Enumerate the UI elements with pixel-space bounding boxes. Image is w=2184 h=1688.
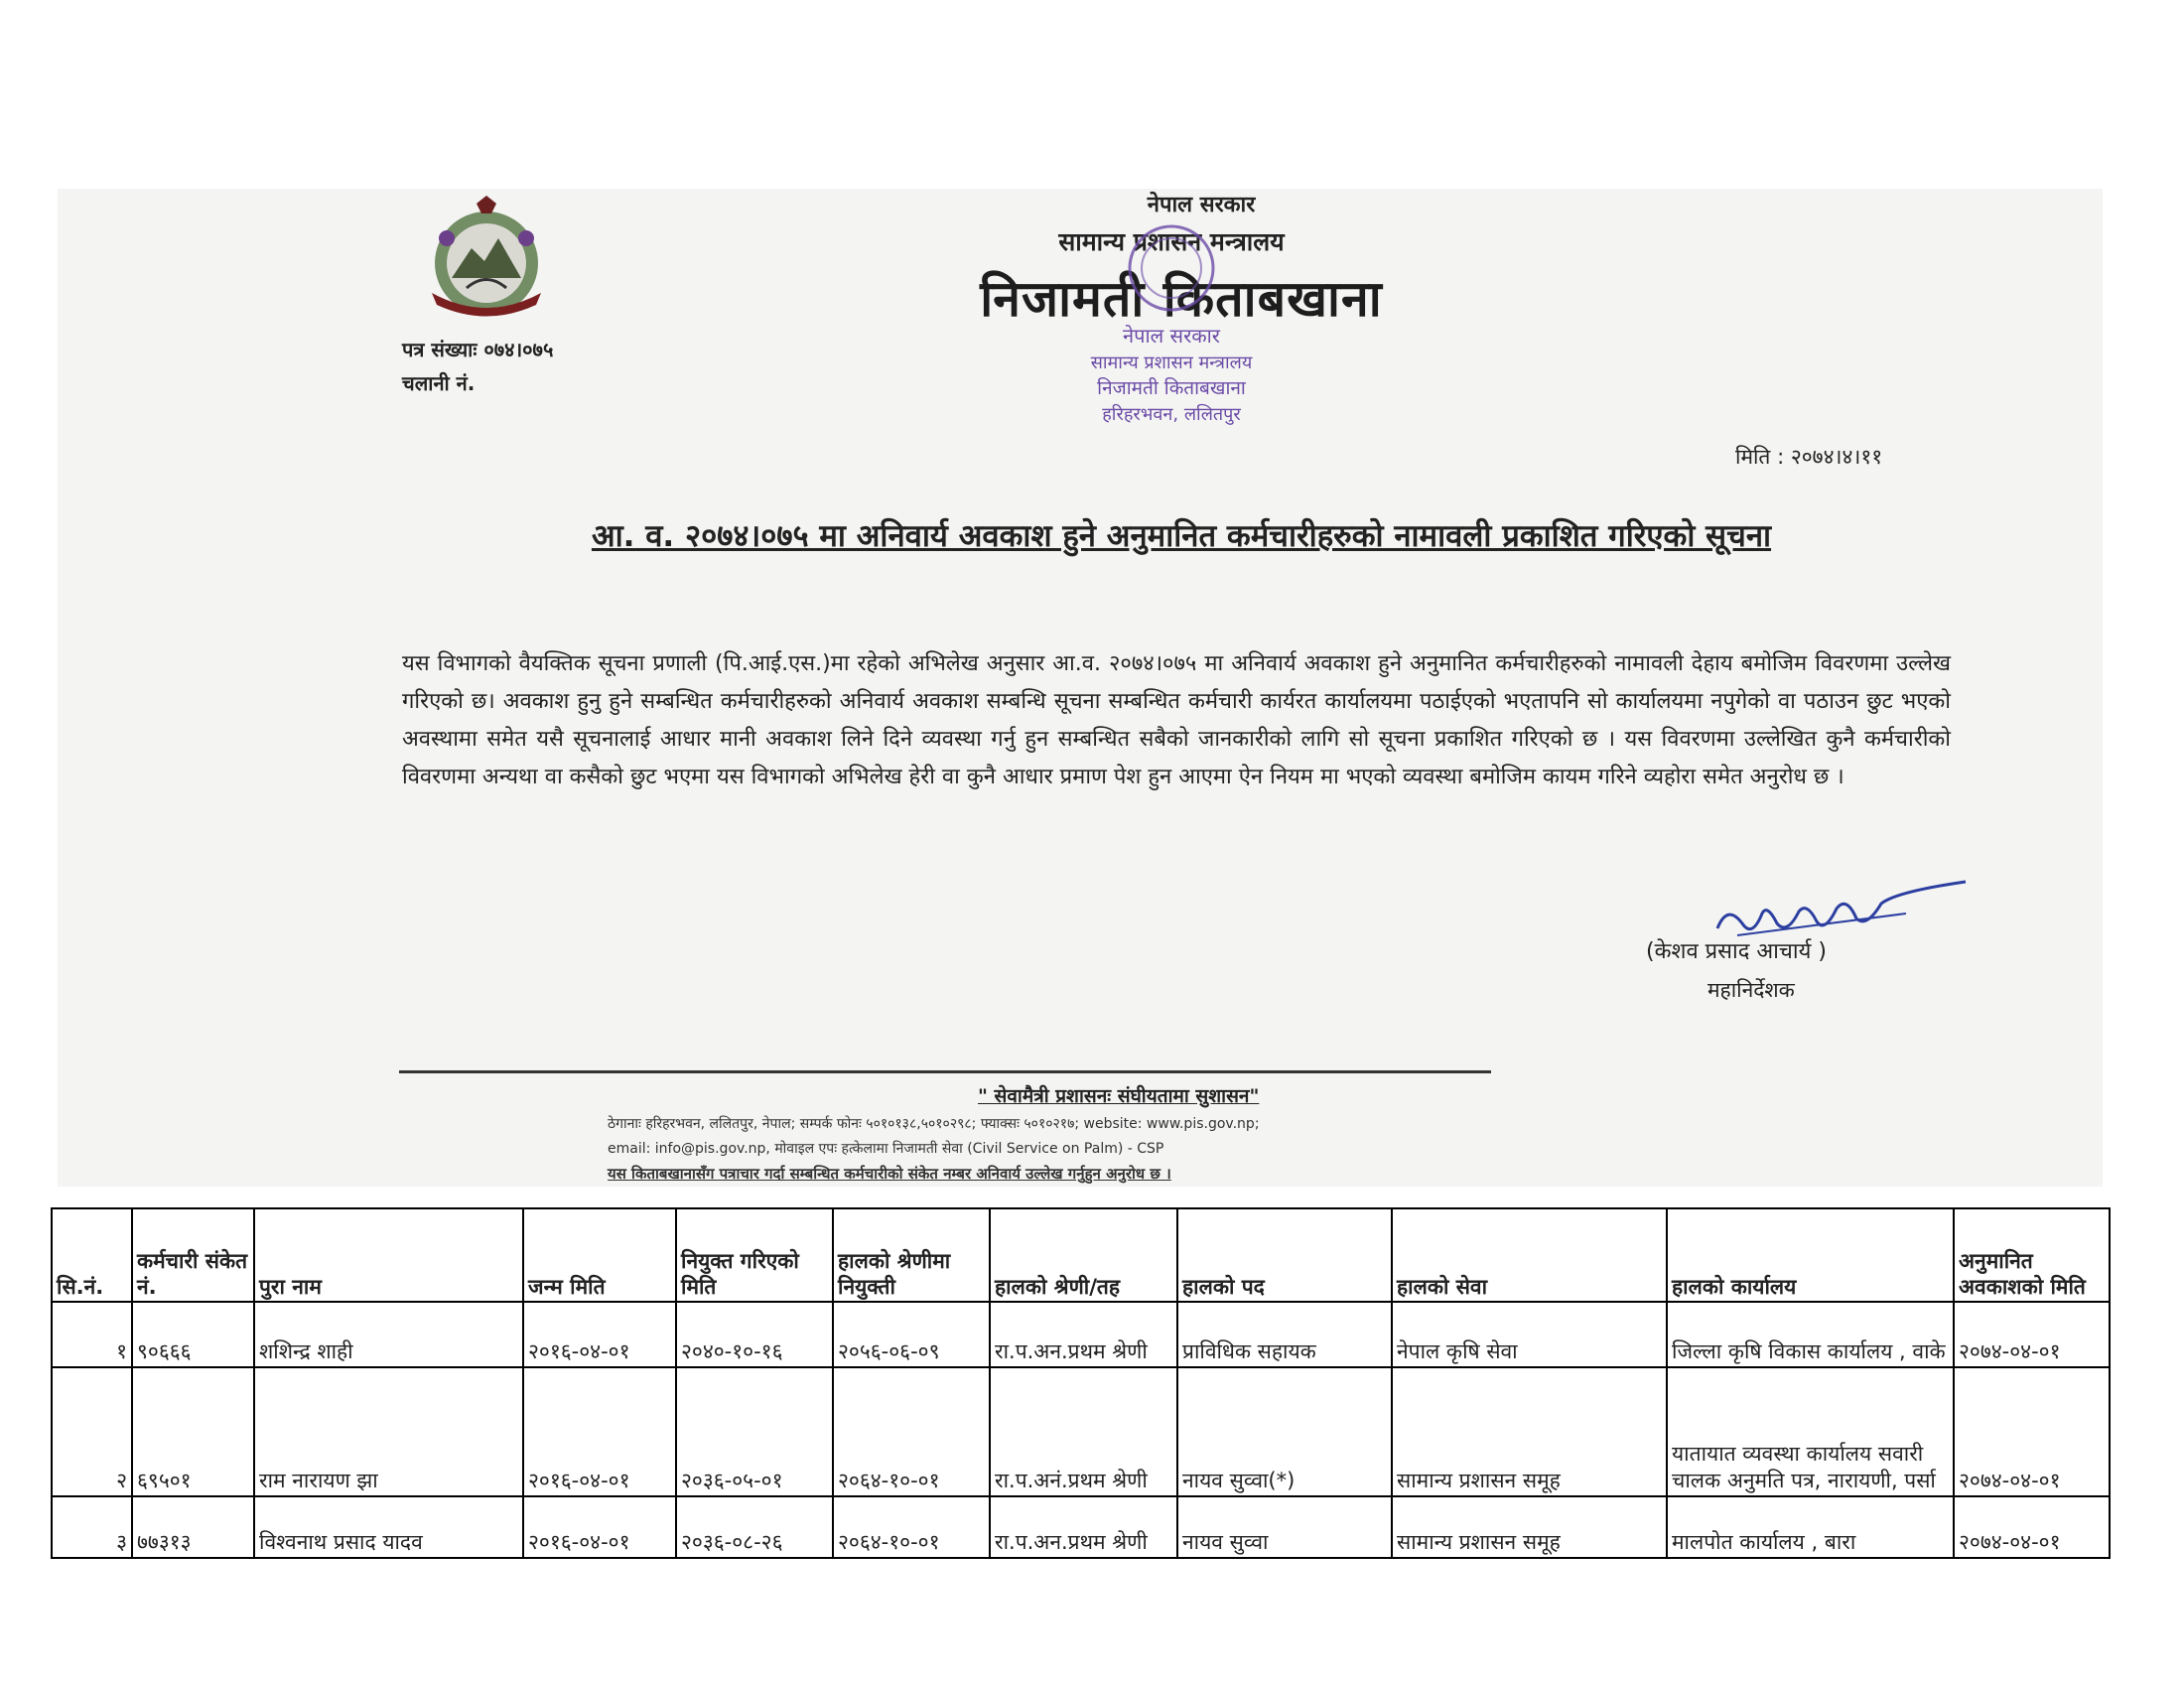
- stamp-line-1: नेपाल सरकार: [1123, 324, 1220, 348]
- cell-grade: रा.प.अन.प्रथम श्रेणी: [990, 1496, 1177, 1558]
- letter-date: मिति : २०७४।४।११: [1735, 445, 1883, 469]
- retiring-employees-table: [51, 1207, 2111, 1559]
- stamp-line-4: हरिहरभवन, ललितपुर: [1102, 404, 1241, 425]
- col-header-retirement: अनुमानित अवकाशको मिति: [1954, 1208, 2110, 1302]
- cell-appointed: २०३६-०८-२६: [676, 1496, 833, 1558]
- cell-name: विश्वनाथ प्रसाद यादव: [254, 1496, 523, 1558]
- cell-post: नायव सुव्वा(*): [1177, 1367, 1392, 1496]
- cell-code: ६९५०१: [132, 1367, 254, 1496]
- official-stamp-icon: [1023, 223, 1320, 432]
- cell-retirement: २०७४-०४-०१: [1954, 1496, 2110, 1558]
- stamp-line-2: सामान्य प्रशासन मन्त्रालय: [1090, 352, 1253, 373]
- table-header-row: [52, 1208, 2110, 1302]
- col-header-name: पुरा नाम: [254, 1208, 523, 1302]
- footer-divider: [399, 1070, 1491, 1073]
- cell-serial: २: [52, 1367, 132, 1496]
- col-header-office: हालको कार्यालय: [1667, 1208, 1954, 1302]
- col-header-service: हालको सेवा: [1392, 1208, 1667, 1302]
- cell-name: शशिन्द्र शाही: [254, 1302, 523, 1367]
- cell-grade-date: २०५६-०६-०९: [833, 1302, 990, 1367]
- signatory-designation: महानिर्देशक: [1707, 978, 1795, 1002]
- cell-office: जिल्ला कृषि विकास कार्यालय , वाके: [1667, 1302, 1954, 1367]
- col-header-dob: जन्म मिति: [523, 1208, 676, 1302]
- cell-code: ९०६६६: [132, 1302, 254, 1367]
- col-header-post: हालको पद: [1177, 1208, 1392, 1302]
- signatory-name: (केशव प्रसाद आचार्य ): [1646, 939, 1827, 964]
- cell-service: सामान्य प्रशासन समूह: [1392, 1496, 1667, 1558]
- col-header-code: कर्मचारी संकेत नं.: [132, 1208, 254, 1302]
- cell-service: सामान्य प्रशासन समूह: [1392, 1367, 1667, 1496]
- cell-serial: ३: [52, 1496, 132, 1558]
- cell-office: यातायात व्यवस्था कार्यालय सवारी चालक अनुमति पत्र, नारायणी, पर्सा: [1667, 1367, 1954, 1496]
- cell-appointed: २०४०-१०-१६: [676, 1302, 833, 1367]
- cell-grade-date: २०६४-१०-०१: [833, 1496, 990, 1558]
- notice-body: यस विभागको वैयक्तिक सूचना प्रणाली (पि.आई.एस.)मा रहेको अभिलेख अनुसार आ.व. २०७४।०७५ मा अनिवार्य अवकाश हुने अनुमानित कर्मचारीहरुको नामावली देहाय बमोजिम विवरणमा उल्लेख गरिएको छ। अवकाश हुनु हुने सम्बन्धित कर्मचारीहरुको अनिवार्य अवकाश सम्बन्धि सूचना सम्बन्धित कर्मचारी कार्यरत कार्यालयमा पठाईएको भएतापनि सो कार्यालयमा नपुगेको वा पठाउन छुट भएको अवस्थामा समेत यसै सूचनालाई आधार मानी अवकाश लिने दिने व्यवस्था गर्नु हुन सम्बन्धित सबैको जानकारीको लागि सो सूचना प्रकाशित गरिएको छ । यस विवरणमा उल्लेखित कुनै कर्मचारीको विवरणमा अन्यथा वा कसैको छुट भएमा यस विभागको अभिलेख हेरी वा कुनै आधार प्रमाण पेश हुन आएमा ऐन नियम मा भएको व्यवस्था बमोजिम कायम गरिने व्यहोरा समेत अनुरोध छ ।: [402, 651, 1951, 789]
- cell-grade-date: २०६४-१०-०१: [833, 1367, 990, 1496]
- col-header-current-grade-date: हालको श्रेणीमा नियुक्ती: [833, 1208, 990, 1302]
- table-row: [52, 1496, 2110, 1558]
- ministry-heading: सामान्य प्रशासन मन्त्रालय: [1058, 227, 1285, 256]
- cell-serial: १: [52, 1302, 132, 1367]
- table-row: [52, 1367, 2110, 1496]
- cell-retirement: २०७४-०४-०१: [1954, 1302, 2110, 1367]
- cell-dob: २०१६-०४-०१: [523, 1302, 676, 1367]
- government-heading: नेपाल सरकार: [1147, 193, 1256, 217]
- footer-address: ठेगानाः हरिहरभवन, ललितपुर, नेपाल; सम्पर्क फोनः ५०१०१३८,५०१०२९८; फ्याक्सः ५०१०२१७; website: www.pis.gov.np;: [608, 1116, 1260, 1132]
- footer-request: यस किताबखानासँग पत्राचार गर्दा सम्बन्धित कर्मचारीको संकेत नम्बर अनिवार्य उल्लेख गर्नुहुन अनुरोध छ ।: [608, 1165, 1171, 1183]
- cell-dob: २०१६-०४-०१: [523, 1496, 676, 1558]
- cell-grade: रा.प.अन.प्रथम श्रेणी: [990, 1302, 1177, 1367]
- cell-service: नेपाल कृषि सेवा: [1392, 1302, 1667, 1367]
- cell-appointed: २०३६-०५-०१: [676, 1367, 833, 1496]
- cell-post: नायव सुव्वा: [1177, 1496, 1392, 1558]
- office-heading: निजामती किताबखाना: [980, 270, 1383, 328]
- cell-code: ७७३१३: [132, 1496, 254, 1558]
- notice-title: आ. व. २०७४।०७५ मा अनिवार्य अवकाश हुने अनुमानित कर्मचारीहरुको नामावली प्रकाशित गरिएको सूचना: [591, 518, 1772, 554]
- cell-post: प्राविधिक सहायक: [1177, 1302, 1392, 1367]
- reference-number: पत्र संख्याः ०७४।०७५: [402, 338, 554, 361]
- footer-motto: " सेवामैत्री प्रशासनः संघीयतामा सुशासन": [978, 1085, 1260, 1107]
- col-header-appointed: नियुक्त गरिएको मिति: [676, 1208, 833, 1302]
- cell-office: मालपोत कार्यालय , बारा: [1667, 1496, 1954, 1558]
- cell-name: राम नारायण झा: [254, 1367, 523, 1496]
- stamp-line-3: निजामती किताबखाना: [1097, 377, 1246, 399]
- footer-contact: email: info@pis.gov.np, मोवाइल एपः हत्केलामा निजामती सेवा (Civil Service on Palm) - CSP: [608, 1141, 1164, 1157]
- cell-retirement: २०७४-०४-०१: [1954, 1367, 2110, 1496]
- table-row: [52, 1302, 2110, 1367]
- col-header-serial: सि.नं.: [52, 1208, 132, 1302]
- dispatch-number: चलानी नं.: [402, 371, 476, 395]
- cell-dob: २०१६-०४-०१: [523, 1367, 676, 1496]
- col-header-grade: हालको श्रेणी/तह: [990, 1208, 1177, 1302]
- cell-grade: रा.प.अनं.प्रथम श्रेणी: [990, 1367, 1177, 1496]
